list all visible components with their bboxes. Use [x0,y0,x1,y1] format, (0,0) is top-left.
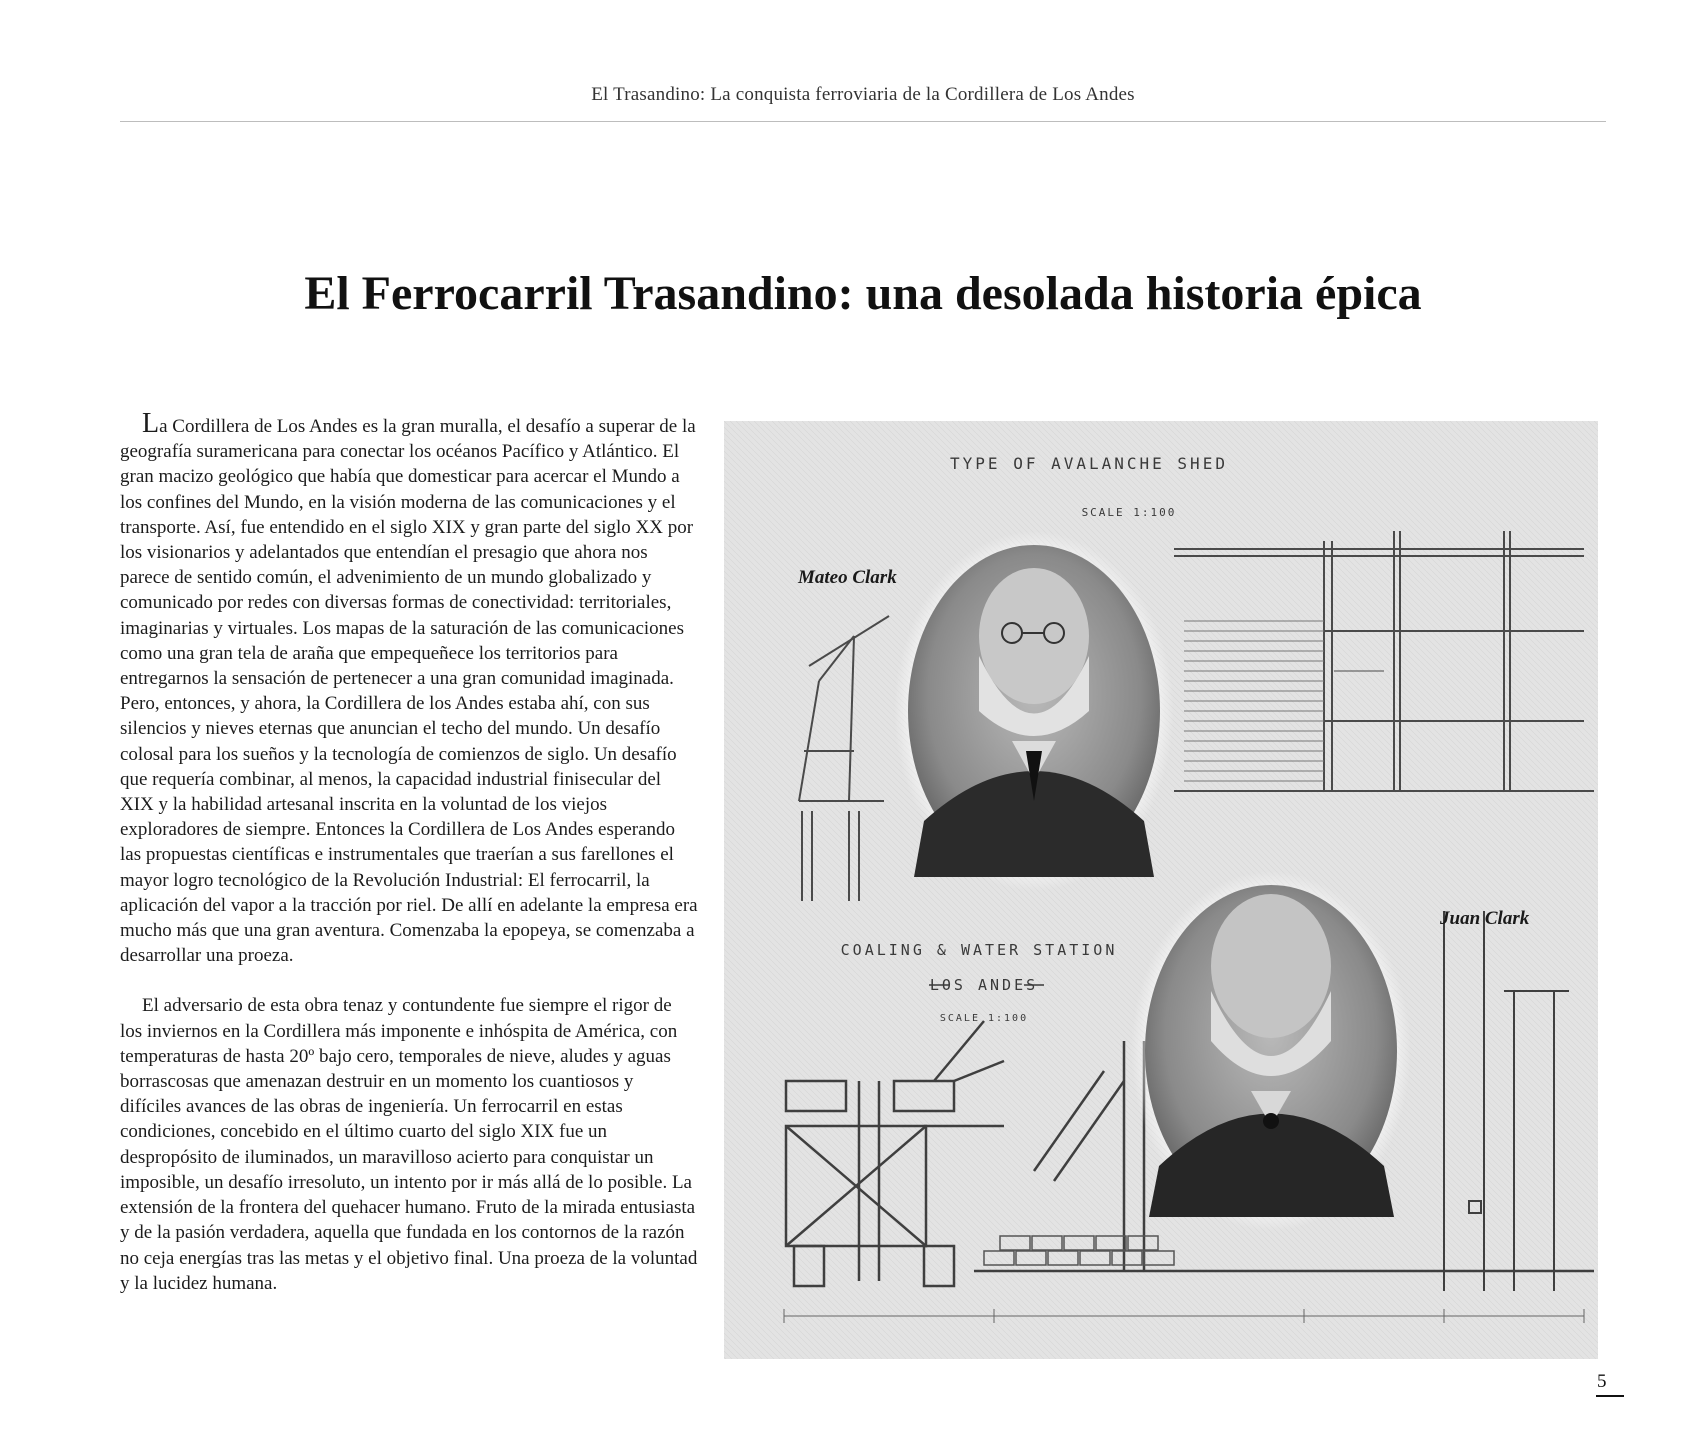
drawing-scale-2: SCALE 1:100 [939,1013,1029,1024]
paragraph-2: El adversario de esta obra tenaz y contundente fue siempre el rigor de los inviernos en la Cordillera más imponente e inhóspita de América, con temperaturas de hasta 20º bajo cero, temporales de nieve, aludes y aguas borrascosas que amenazan destruir en un momento los cuantiosos y difíciles avances de las obras de ingeniería. Un ferrocarril en estas condiciones, concebido en el último cuarto del siglo XIX fue un despropósito de iluminados, un maravilloso acierto para conquistar un imposible, un desafío irresoluto, un intento por ir más allá de lo posible. La extensión de la frontera del quehacer humano. Fruto de la mirada entusiasta y de la pasión verdadera, aquella que fundada en los contornos de la razón no ceja energías tras las metas y el objetivo final. Una proeza de la voluntad y la lucidez humana. [120,995,698,1294]
header-rule [120,121,1606,122]
running-header: El Trasandino: La conquista ferroviaria de la Cordillera de Los Andes [591,84,1135,105]
portrait-juan-clark [1131,871,1411,1231]
caption-mateo-clark: Mateo Clark [798,567,897,588]
portrait-mateo-clark [894,531,1174,891]
body-text-column [120,408,698,1296]
paper-background [724,421,1598,1359]
drawing-scale-1: SCALE 1:100 [1081,506,1177,519]
paragraph-1 [120,408,698,968]
page-number: 5 [1597,1371,1607,1392]
drawing-title-coaling-station: COALING & WATER STATION [840,941,1118,959]
paragraph-1-text: a Cordillera de Los Andes es la gran muralla, el desafío a superar de la geografía suramericana para conectar los océanos Pacífico y Atlántico. El gran macizo geológico que había que domesticar para acercar el Mundo a los confines del Mundo, en la visión moderna de las comunicaciones y el transporte. Así, fue entendido en el siglo XIX y gran parte del siglo XX por los visionarios y adelantados que entendían el presagio que ahora nos parece de sentido común, el advenimiento de un mundo globalizado y comunicado por redes con diversas formas de conectividad: territoriales, imaginarias y virtuales. Los mapas de la saturación de las comunicaciones como una gran tela de araña que empequeñece los territorios para entregarnos la sensación de pertenecer a una gran comunidad imaginada. Pero, entonces, y ahora, la Cordillera de los Andes estaba ahí, con sus silencios y nieves eternas que anuncian el techo del mundo. Un desafío colosal para los sueños y la tecnología de comienzos de siglo. Un desafío que requería combinar, al menos, la capacidad industrial finisecular del XIX y la habilidad artesanal inscrita en la voluntad de los viejos exploradores de siempre. Entonces la Cordillera de Los Andes esperando las propuestas científicas e instrumentales que traerían a sus farellones el mayor logro tecnológico de la Revolución Industrial: El ferrocarril, la aplicación del vapor a la tracción por riel. De allí en adelante la empresa era mucho más que una gran aventura. Comenzaba la epopeya, se comenzaba a desarrollar una proeza. [120,416,698,967]
drawing-subtitle-los-andes: LOS ANDES [929,976,1039,994]
drawing-title-avalanche-shed: TYPE OF AVALANCHE SHED [950,454,1228,473]
page-number-rule [1596,1395,1624,1397]
initial-letter: L [142,408,160,439]
figure-engineering-drawing [724,421,1598,1359]
caption-juan-clark: Juan Clark [1440,908,1530,929]
page-title: El Ferrocarril Trasandino: una desolada historia épica [304,267,1422,320]
